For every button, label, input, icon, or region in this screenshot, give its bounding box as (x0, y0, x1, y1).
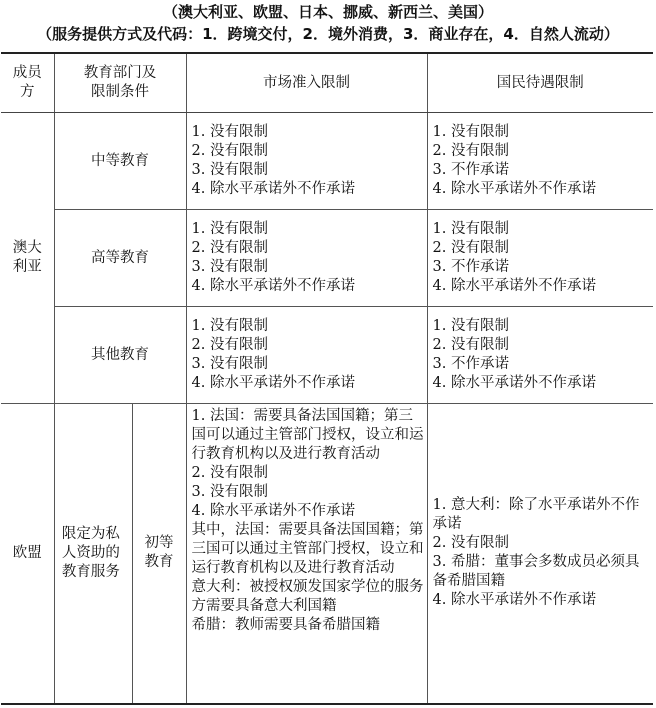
header-national-treatment: 国民待遇限制 (427, 53, 653, 113)
list-item: 1. 没有限制 (191, 221, 268, 237)
sector-cell: 高等教育 (54, 210, 186, 307)
list-item: 希腊：教师需要具备希腊国籍 (191, 617, 380, 633)
list-item: 1. 没有限制 (191, 124, 268, 140)
list-item: 4. 除水平承诺外不作承诺 (432, 181, 596, 197)
table-row (1, 404, 653, 704)
list-item: 2. 没有限制 (432, 535, 509, 552)
list-item: 3. 没有限制 (191, 356, 268, 372)
list-item: 4. 除水平承诺外不作承诺 (191, 181, 355, 197)
list-item: 2. 没有限制 (432, 337, 509, 353)
header-market-access: 市场准入限制 (186, 53, 427, 113)
national-treatment-cell (427, 307, 653, 404)
sector-cell: 其他教育 (54, 307, 186, 404)
header-sector: 教育部门及限制条件 (54, 53, 186, 113)
market-access-cell (186, 113, 427, 210)
header-row (1, 53, 653, 113)
sector-cell: 中等教育 (54, 113, 186, 210)
list-item: 2. 没有限制 (191, 143, 268, 159)
list-item: 3. 不作承诺 (432, 356, 509, 372)
list-item: 1. 没有限制 (432, 124, 509, 140)
list-item: 1. 没有限制 (191, 318, 268, 334)
sector-cell: 初等教育 (132, 404, 186, 704)
list-item: 其中，法国：需要具备法国国籍；第三国可以通过主管部门授权，设立和运行教育机构以及进行教育活动 (191, 522, 424, 576)
list-item: 4. 除水平承诺外不作承诺 (191, 503, 355, 519)
table-title: （澳大利亚、欧盟、日本、挪威、新西兰、美国） (162, 3, 493, 21)
table-row (1, 113, 653, 210)
list-item: 1. 意大利：除了水平承诺外不作承诺 (432, 497, 640, 533)
list-item: 3. 没有限制 (191, 259, 268, 275)
list-item: 3. 没有限制 (191, 484, 268, 500)
list-item: 2. 没有限制 (191, 337, 268, 353)
list-item: 1. 法国：需要具备法国国籍；第三国可以通过主管部门授权，设立和运行教育机构以及进行教育活动 (191, 408, 424, 462)
list-item: 意大利：被授权颁发国家学位的服务方需要具备意大利国籍 (191, 579, 424, 614)
list-item: 4. 除水平承诺外不作承诺 (432, 592, 596, 609)
member-eu: 欧盟 (1, 404, 54, 704)
list-item: 2. 没有限制 (191, 465, 268, 481)
list-item: 3. 希腊：董事会多数成员必须具备希腊国籍 (432, 554, 640, 590)
market-access-cell (186, 307, 427, 404)
market-access-cell (186, 210, 427, 307)
list-item: 4. 除水平承诺外不作承诺 (432, 278, 596, 294)
list-item: 2. 没有限制 (432, 240, 509, 256)
member-australia: 澳大利亚 (1, 113, 54, 404)
list-item: 3. 不作承诺 (432, 162, 509, 178)
list-item: 3. 没有限制 (191, 162, 268, 178)
national-treatment-cell (427, 404, 653, 704)
education-commitments-table (1, 52, 653, 705)
national-treatment-cell (427, 210, 653, 307)
market-access-cell (186, 404, 427, 704)
header-member: 成员方 (1, 53, 54, 113)
list-item: 1. 没有限制 (432, 221, 509, 237)
list-item: 4. 除水平承诺外不作承诺 (191, 375, 355, 391)
list-item: 4. 除水平承诺外不作承诺 (432, 375, 596, 391)
table-row (1, 307, 653, 404)
condition-cell: 限定为私人资助的教育服务 (54, 404, 132, 704)
national-treatment-cell (427, 113, 653, 210)
table-row (1, 210, 653, 307)
list-item: 1. 没有限制 (432, 318, 509, 334)
list-item: 2. 没有限制 (191, 240, 268, 256)
list-item: 4. 除水平承诺外不作承诺 (191, 278, 355, 294)
table-subtitle: （服务提供方式及代码：1．跨境交付，2．境外消费，3．商业存在，4．自然人流动） (37, 25, 619, 43)
list-item: 2. 没有限制 (432, 143, 509, 159)
list-item: 3. 不作承诺 (432, 259, 509, 275)
